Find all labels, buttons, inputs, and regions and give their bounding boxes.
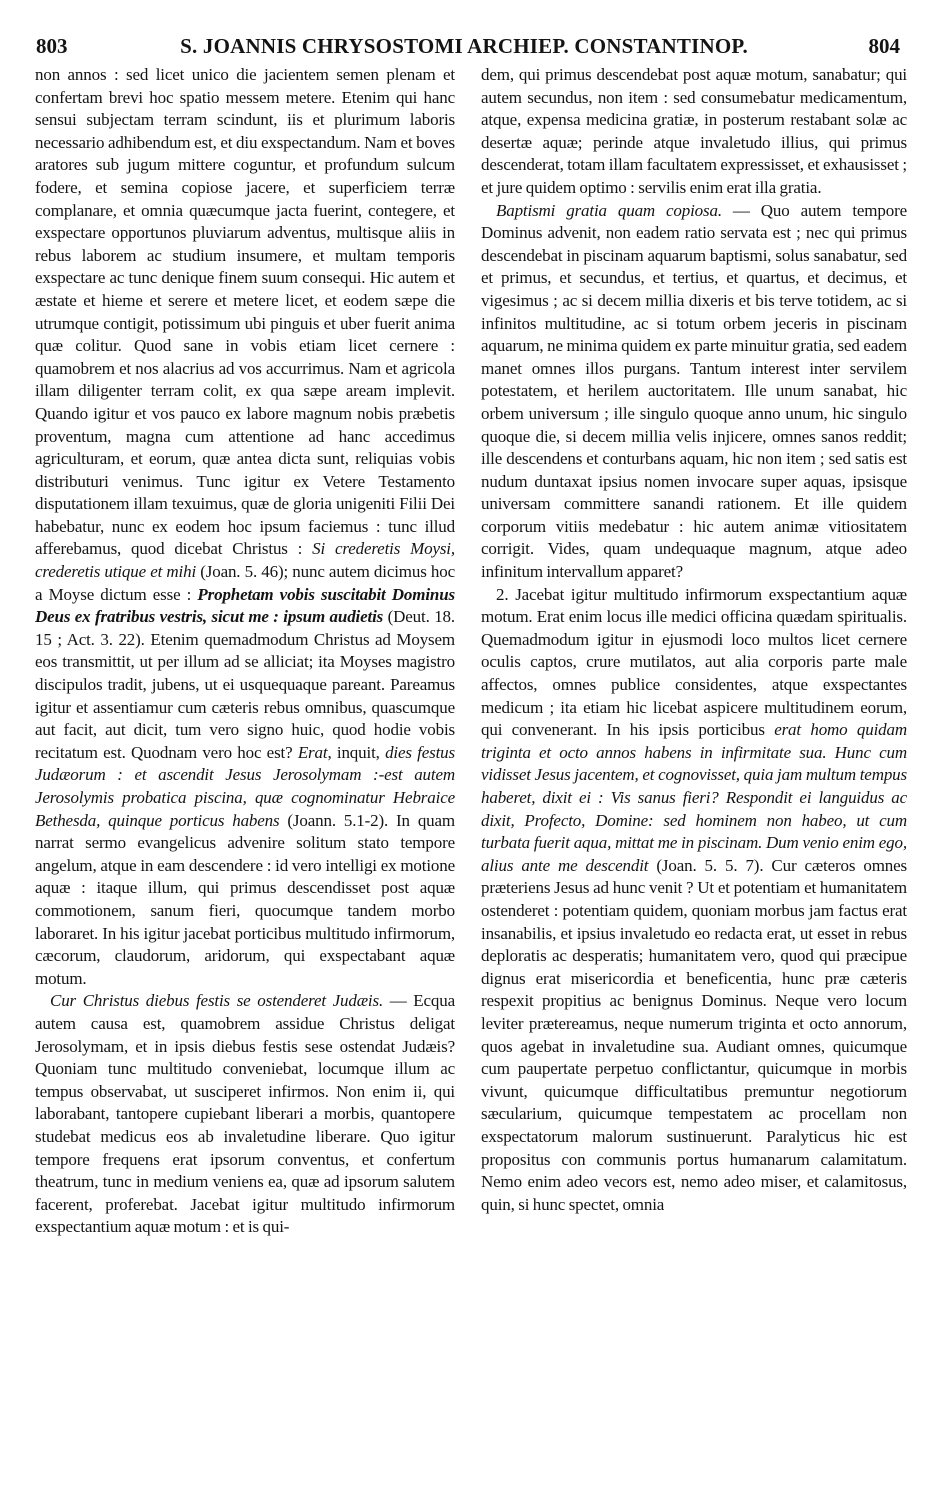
body-text: — Quo autem tempore Dominus advenit, non eadem ratio servata est ; nec qui primus descendebat in piscinam aquarum baptismi, solus sanabatur, sed et primus, et secundus, et tertius, et quartus, et decimus, et vigesimus ; ac si decem millia dixeris et bis terve totidem, ac si infinitos multitudine, ac si totum orbem jeceris in piscinam aquarum, ne minima quidem ex parte minuitur gratia, sed eadem manet omnes illos purgans. Tantum interest inter servilem potestatem, et herilem auctoritatem. Ille unum sanabat, hic orbem universum ; ille singulo quoque anno unum, hic singulo quoque die, si decem millia velis injicere, omnes sanos reddit; ille descendens et conturbans aquam, hic non item ; sed satis est nudum duntaxat ipsius nomen invocare super aquas, ipsisque universam committere sanandi rationem. Et ille quidem corporum vitiis medebatur : hic autem animæ vitiositatem corrigit. Vides, quam undequaque magnum, atque adeo infinitum intervallum apparet? [481,200,907,582]
paragraph [481,584,907,1217]
paragraph [481,200,907,584]
paragraph [35,64,455,990]
body-text: — Ecqua autem causa est, quamobrem assidue Christus deligat Jerosolymam, et in ipsis diebus festis sese ostendat Judæis? Quoniam tunc multitudo conveniebat, locumque illum ac tempus observabat, ut susciperet infirmos. Non enim ii, qui laborabant, tantopere cupiebant liberari a morbis, quantopere studebat medicus eos ab invaletudine liberare. Quo igitur tempore frequens erat ipsorum conventus, et confertum theatrum, tunc in medium veniens ea, quæ ad ipsorum salutem facerent, proferebat. Jacebat igitur multitudo infirmorum exspectantium aquæ motum : et is qui- [35,991,455,1237]
page-number-left: 803 [36,34,68,58]
running-header [0,30,928,64]
right-column [481,64,907,1489]
body-text: , inquit, [327,742,386,762]
body-text: (Joan. 5. 46); nunc autem dicimus hoc a Moyse dictum esse : [35,562,455,604]
scripture-quote: erat homo quidam triginta et octo annos habens in infirmitate sua. Hunc cum vidisset Jesus jacentem, et cognovisset, quia jam multum tempus haberet, dixit ei : Vis sanus fieri? Respondit ei languidus ac dixit, Profecto, Domine: sed hominem non habeo, ut cum turbata fuerit aqua, mittat me in piscinam. Dum venio enim ego, alius ante me descendit [481,720,907,875]
paragraph [481,64,907,200]
section-heading: Baptismi gratia quam copiosa. [496,200,722,220]
section-heading: Cur Christus diebus festis se ostenderet Judæis. [50,991,384,1011]
body-text: non annos : sed licet unico die jacientem semen plenam et confertam brevi hoc spatio messem metere. Etenim qui hanc sensui subjectam terram scindunt, iis et plurimum laboris necessario adhibendum est, et diu exspectandum. Nam et boves aratores sub jugum mittere coguntur, et profundum sulcum fodere, et semina copiose jacere, et superficiem terræ complanare, et omnia quæcumque jacta fuerint, contegere, et exspectare opportunos pluviarum adventus, multisque aliis in rebus laborem ac studium insumere, et multam temporis exspectare ac tunc denique finem suum consequi. Hic autem et æstate et hieme et serere et metere licet, et eodem sæpe die utrumque contigit, potissimum ubi pinguis et uber fuerit anima quæ colitur. Quod sane in vobis etiam licet cernere : quamobrem et nos alacrius ad vos accurrimus. Nam et agricola illam diligenter terram colit, ex qua sæpe aream implevit. Quando igitur et vos pauco ex labore magnum nobis præbetis proventum, magna cum attentione ad hanc accedimus agriculturam, et eorum, quæ antea dicta sunt, reliquias vobis distributuri venimus. Tunc igitur ex Vetere Testamento disputationem illam texuimus, quæ de gloria unigeniti Filii Dei habebatur, nunc ex eodem hoc ipsum faciemus : tunc illud afferebamus, quod dicebat Christus : [35,65,455,559]
left-column [35,64,455,1489]
body-text: (Joann. 5.1-2). In quam narrat sermo evangelicus advenire solitum stato tempore angelum, atque in eam descendere : id vero intelligi ex motione aquæ : itaque illum, qui primus descendisset post aquæ commotionem, sanum fieri, quocumque tandem morbo laboraret. In his igitur jacebat porticibus multitudo infirmorum, cæcorum, claudorum, aridorum, qui exspectabant aquæ motum. [35,810,455,988]
body-text: (Deut. 18. 15 ; Act. 3. 22). Etenim quemadmodum Christus ad Moysem eos transmittit, ut per illum ad se alliciat; ita Moyses magistro discipulos tradit, jubens, ut ei usquequaque pareant. Pareamus igitur et assentiamur cum cæteris rebus omnibus, quascumque aut facit, aut dicit, tum vero signo huic, quod hodie vobis recitatum est. Quodnam vero hoc est? [35,607,455,762]
scripture-quote: Prophetam vobis suscitabit Dominus Deus ex fratribus vestris, sicut me : ipsum audietis [35,584,455,627]
paragraph [35,990,455,1239]
page-number-right: 804 [868,34,900,58]
scripture-quote: dies festus Judæorum : et ascendit Jesus Jerosolymam :-est autem Jerosolymis probatica piscina, quæ cognominatur Hebraice Bethesda, quinque porticus habens [35,742,455,830]
body-text: dem, qui primus descendebat post aquæ motum, sanabatur; qui autem secundus, non item : sed consumebatur medicamentum, atque, expensa medicina gratiæ, in posterum restabant solæ ac desertæ aquæ; perinde atque invaletudo illius, qui primus descenderat, totam illam facultatem expressisset, et exhausisset ; et jure quidem optimo : servilis enim erat illa gratia. [481,65,907,197]
body-text: 2. Jacebat igitur multitudo infirmorum exspectantium aquæ motum. Erat enim locus ille medici officina quædam spiritualis. Quemadmodum igitur in ejusmodi loco multos licet cernere oculis captos, crure mutilatos, aut alia corporis parte male affectos, omnes publice considentes, atque exspectantes medicum ; ita etiam hic licebat aspicere multitudinem eorum, qui convenerant. In his ipsis porticibus [481,584,907,740]
scripture-quote: Erat [297,742,328,762]
scripture-quote: Si crederetis Moysi, crederetis utique et mihi [35,539,455,582]
body-text: (Joan. 5. 5. 7). Cur cæteros omnes præteriens Jesus ad hunc venit ? Ut et potentiam et humanitatem ostenderet : potentiam quidem, quoniam morbus jam factus erat insanabilis, et ipsius invaletudo eo redacta erat, ut esset in rebus deploratis ac desperatis; humanitatem vero, quod qui præcipue dignus erat misericordia et beneficentia, hunc præ cæteris respexit propitius ac benignus Dominus. Neque vero locum leviter prætereamus, neque numerum triginta et octo annorum, quos agebat in invaletudine sua. Audiant omnes, quicumque cum paupertate perpetuo conflictantur, quicumque in morbis vivunt, quicumque difficultatibus premuntur negotiorum sæcularium, quicumque tempestatem ac procellam non exspectatorum malorum sustinuerunt. Paralyticus hic est propositus con communis portus humanarum calamitatum. Nemo enim adeo vecors est, nemo adeo miser, et calamitosus, quin, si hunc spectet, omnia [481,855,907,1214]
running-title: S. JOANNIS CHRYSOSTOMI ARCHIEP. CONSTANTINOP. [180,34,748,58]
